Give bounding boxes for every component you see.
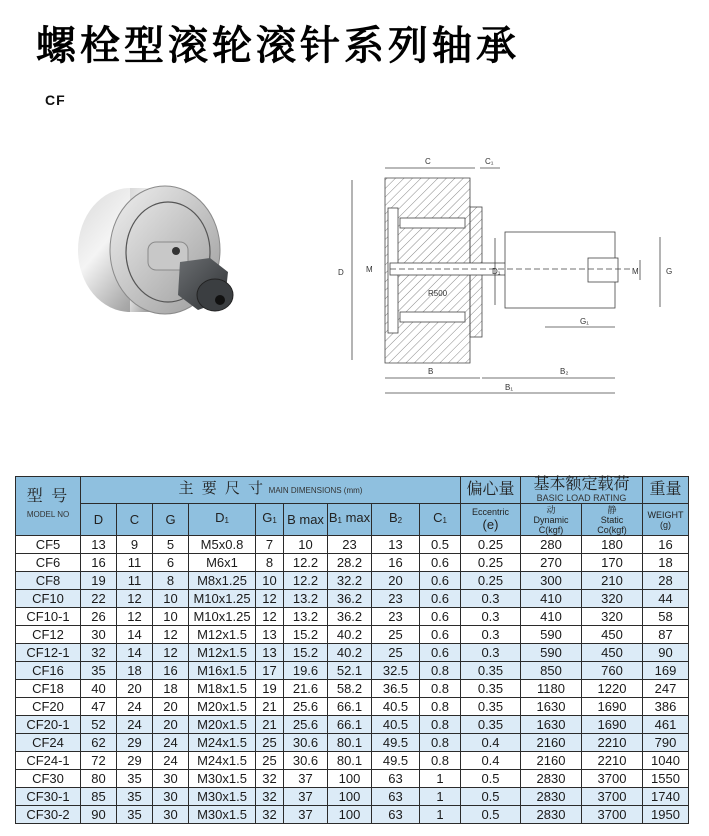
cell-bmax: 37 [284,806,328,824]
cell-b1max: 58.2 [328,680,372,698]
cell-dyn: 300 [521,572,582,590]
cell-g1: 10 [256,572,284,590]
cell-c1: 0.6 [420,626,461,644]
cell-d1: M24x1.5 [189,734,256,752]
main-dims-en: MAIN DIMENSIONS (mm) [268,486,363,495]
cell-d1: M30x1.5 [189,788,256,806]
cell-d: 62 [81,734,117,752]
cell-g: 30 [153,788,189,806]
cell-stat: 3700 [582,806,643,824]
cell-weight: 247 [643,680,689,698]
cell-dyn: 410 [521,608,582,626]
cell-bmax: 15.2 [284,626,328,644]
cell-stat: 3700 [582,788,643,806]
cell-e: 0.35 [461,698,521,716]
cell-c1: 0.8 [420,752,461,770]
cell-c: 18 [117,662,153,680]
cell-e: 0.25 [461,572,521,590]
cell-weight: 58 [643,608,689,626]
cell-bmax: 12.2 [284,554,328,572]
cell-g: 8 [153,572,189,590]
table-row [16,536,689,554]
cell-b1max: 100 [328,788,372,806]
cell-c1: 0.6 [420,554,461,572]
cell-b1max: 100 [328,770,372,788]
cell-stat: 2210 [582,734,643,752]
cell-g: 24 [153,752,189,770]
cell-bmax: 13.2 [284,590,328,608]
cell-dyn: 280 [521,536,582,554]
cell-bmax: 21.6 [284,680,328,698]
cell-dyn: 410 [521,590,582,608]
cell-weight: 28 [643,572,689,590]
cell-stat: 3700 [582,770,643,788]
cell-g1: 8 [256,554,284,572]
cell-model: CF12 [16,626,81,644]
cell-c: 35 [117,806,153,824]
cell-g1: 25 [256,752,284,770]
cell-weight: 461 [643,716,689,734]
cell-b1max: 100 [328,806,372,824]
cell-model: CF10 [16,590,81,608]
cell-e: 0.5 [461,770,521,788]
cell-e: 0.35 [461,662,521,680]
cell-b2: 16 [372,554,420,572]
cell-c1: 0.6 [420,608,461,626]
cell-c1: 0.8 [420,662,461,680]
cell-weight: 16 [643,536,689,554]
model-header-cn: 型 号 [26,488,70,505]
cell-d: 40 [81,680,117,698]
cell-b2: 25 [372,626,420,644]
cell-dyn: 590 [521,644,582,662]
table-row [16,770,689,788]
cell-dyn: 2830 [521,806,582,824]
cell-e: 0.5 [461,788,521,806]
cell-d: 72 [81,752,117,770]
cell-c: 12 [117,590,153,608]
col-D1: $D_1$ [189,504,256,536]
cell-dyn: 2830 [521,788,582,806]
cell-model: CF10-1 [16,608,81,626]
cell-g: 30 [153,806,189,824]
cell-c1: 0.8 [420,716,461,734]
cell-d: 90 [81,806,117,824]
cell-d: 26 [81,608,117,626]
cell-c: 24 [117,716,153,734]
col-Bmax: B max [284,504,328,536]
cell-d1: M18x1.5 [189,680,256,698]
cell-d1: M24x1.5 [189,752,256,770]
cell-b2: 32.5 [372,662,420,680]
cell-bmax: 10 [284,536,328,554]
cell-g1: 13 [256,626,284,644]
cell-c: 29 [117,734,153,752]
cell-stat: 180 [582,536,643,554]
cell-weight: 1550 [643,770,689,788]
cell-g1: 21 [256,716,284,734]
cell-d1: M30x1.5 [189,770,256,788]
cell-g1: 12 [256,608,284,626]
cell-g1: 32 [256,770,284,788]
table-row [16,698,689,716]
cell-weight: 1950 [643,806,689,824]
cell-e: 0.5 [461,806,521,824]
main-dimensions-header [81,477,461,504]
cell-b1max: 40.2 [328,626,372,644]
label-G: G [666,267,673,276]
col-C1: $C_1$ [420,504,461,536]
cell-bmax: 30.6 [284,752,328,770]
cell-b2: 63 [372,806,420,824]
cell-b2: 63 [372,788,420,806]
cell-stat: 320 [582,590,643,608]
cell-d: 32 [81,644,117,662]
cell-e: 0.25 [461,554,521,572]
cell-g: 5 [153,536,189,554]
cell-b1max: 36.2 [328,590,372,608]
cell-c: 12 [117,608,153,626]
cell-dyn: 850 [521,662,582,680]
cell-dyn: 270 [521,554,582,572]
cell-c: 14 [117,626,153,644]
cell-stat: 1220 [582,680,643,698]
cell-model: CF20 [16,698,81,716]
cell-stat: 450 [582,626,643,644]
cell-e: 0.35 [461,716,521,734]
cell-e: 0.35 [461,680,521,698]
cell-model: CF30 [16,770,81,788]
cell-model: CF24-1 [16,752,81,770]
ecc-sym: (e) [482,516,499,532]
cell-stat: 760 [582,662,643,680]
weight-en: WEIGHT [647,509,684,520]
cell-e: 0.4 [461,734,521,752]
label-R500: R500 [428,289,448,298]
cell-bmax: 25.6 [284,698,328,716]
cell-dyn: 590 [521,626,582,644]
cell-b2: 20 [372,572,420,590]
main-dims-cn: 主 要 尺 寸 [178,480,266,497]
cell-b2: 36.5 [372,680,420,698]
table-row [16,626,689,644]
table-row [16,788,689,806]
weight-cn: 重量 [649,481,682,498]
label-C: C [425,157,431,166]
cell-stat: 1690 [582,698,643,716]
table-row [16,608,689,626]
cell-stat: 450 [582,644,643,662]
cell-bmax: 37 [284,770,328,788]
cell-c1: 1 [420,770,461,788]
col-C: C [117,504,153,536]
cell-b2: 49.5 [372,752,420,770]
dyn-cn: 动 [546,504,556,515]
cell-d1: M16x1.5 [189,662,256,680]
cell-g1: 25 [256,734,284,752]
table-row [16,752,689,770]
cell-e: 0.3 [461,608,521,626]
cell-model: CF12-1 [16,644,81,662]
label-D1: D₁ [492,267,501,276]
cell-weight: 18 [643,554,689,572]
page-title: 螺栓型滚轮滚针系列轴承 [36,22,520,69]
col-D: D [81,504,117,536]
cell-d1: M6x1 [189,554,256,572]
cell-bmax: 12.2 [284,572,328,590]
label-D: D [338,268,344,277]
table-row [16,680,689,698]
cell-stat: 1690 [582,716,643,734]
cell-dyn: 1630 [521,716,582,734]
cell-weight: 1740 [643,788,689,806]
cell-stat: 170 [582,554,643,572]
cell-d: 85 [81,788,117,806]
cell-c1: 0.6 [420,644,461,662]
cell-d1: M20x1.5 [189,698,256,716]
cell-d: 47 [81,698,117,716]
cell-g: 10 [153,608,189,626]
cell-e: 0.25 [461,536,521,554]
table-row [16,806,689,824]
load-en: BASIC LOAD RATING [536,493,627,503]
cell-c1: 0.8 [420,680,461,698]
cell-model: CF30-1 [16,788,81,806]
cell-weight: 44 [643,590,689,608]
cell-model: CF20-1 [16,716,81,734]
cell-stat: 210 [582,572,643,590]
cell-d: 35 [81,662,117,680]
cell-g1: 13 [256,644,284,662]
label-M-left: M [366,265,373,274]
cell-g1: 32 [256,788,284,806]
cell-c: 29 [117,752,153,770]
cell-g: 30 [153,770,189,788]
label-B1: B₁ [505,383,514,392]
table-row [16,662,689,680]
cell-weight: 90 [643,644,689,662]
cell-g1: 21 [256,698,284,716]
cell-bmax: 30.6 [284,734,328,752]
cell-b2: 23 [372,608,420,626]
cell-g1: 32 [256,806,284,824]
stat-cn: 静 [607,504,617,515]
cell-c1: 1 [420,806,461,824]
cell-g: 20 [153,716,189,734]
cell-dyn: 1630 [521,698,582,716]
cell-b1max: 36.2 [328,608,372,626]
cell-g: 18 [153,680,189,698]
cell-bmax: 25.6 [284,716,328,734]
cell-bmax: 37 [284,788,328,806]
cell-c: 20 [117,680,153,698]
cell-stat: 2210 [582,752,643,770]
cell-b1max: 40.2 [328,644,372,662]
label-B: B [428,367,434,376]
cell-bmax: 15.2 [284,644,328,662]
cell-c: 35 [117,770,153,788]
cell-d: 16 [81,554,117,572]
cell-c: 14 [117,644,153,662]
col-B2: $B_2$ [372,504,420,536]
cell-d: 52 [81,716,117,734]
cell-d: 13 [81,536,117,554]
col-G1: $G_1$ [256,504,284,536]
series-code: CF [45,92,66,108]
cell-d: 22 [81,590,117,608]
cell-b2: 49.5 [372,734,420,752]
col-dynamic [521,504,582,536]
label-G1: G₁ [580,317,589,326]
col-eccentric [461,504,521,536]
cell-model: CF18 [16,680,81,698]
cell-d1: M20x1.5 [189,716,256,734]
label-B2: B₂ [560,367,569,376]
cell-b1max: 23 [328,536,372,554]
cell-g: 24 [153,734,189,752]
cell-d1: M10x1.25 [189,608,256,626]
table-row [16,572,689,590]
cell-b1max: 66.1 [328,716,372,734]
dyn-unit: C(kgf) [538,524,564,535]
cell-weight: 87 [643,626,689,644]
weight-header-cn [643,477,689,504]
table-row [16,716,689,734]
col-G: G [153,504,189,536]
cell-dyn: 2160 [521,752,582,770]
cell-b1max: 66.1 [328,698,372,716]
cell-bmax: 13.2 [284,608,328,626]
dyn-en: Dynamic [533,514,569,525]
cell-dyn: 1180 [521,680,582,698]
cell-g1: 12 [256,590,284,608]
cell-c1: 0.6 [420,590,461,608]
cell-c: 24 [117,698,153,716]
cell-g1: 17 [256,662,284,680]
model-header [16,477,81,536]
cell-dyn: 2830 [521,770,582,788]
cell-e: 0.3 [461,644,521,662]
cell-c: 11 [117,554,153,572]
cell-g: 6 [153,554,189,572]
cell-b1max: 80.1 [328,752,372,770]
cell-d1: M10x1.25 [189,590,256,608]
cell-weight: 1040 [643,752,689,770]
col-static [582,504,643,536]
cell-c: 9 [117,536,153,554]
cell-b1max: 28.2 [328,554,372,572]
table-row [16,644,689,662]
spec-table-body [16,536,689,824]
cell-g: 20 [153,698,189,716]
cell-g: 12 [153,626,189,644]
cell-e: 0.3 [461,590,521,608]
col-weight [643,504,689,536]
load-cn: 基本额定载荷 [533,476,630,493]
ecc-en: Eccentric [471,506,509,517]
table-row [16,590,689,608]
cell-model: CF30-2 [16,806,81,824]
cell-model: CF8 [16,572,81,590]
cell-model: CF5 [16,536,81,554]
cell-d1: M12x1.5 [189,626,256,644]
cell-model: CF16 [16,662,81,680]
cell-g: 16 [153,662,189,680]
label-C1: C₁ [485,157,494,166]
stat-unit: Co(kgf) [597,524,627,535]
cell-c: 11 [117,572,153,590]
load-rating-header [521,477,643,504]
weight-unit: (g) [660,519,671,530]
cell-d1: M12x1.5 [189,644,256,662]
cross-section-drawing [330,150,700,395]
cell-b2: 63 [372,770,420,788]
cell-model: CF24 [16,734,81,752]
cell-d: 30 [81,626,117,644]
cell-g: 10 [153,590,189,608]
cell-weight: 790 [643,734,689,752]
stat-en: Static [600,514,624,525]
cell-d: 19 [81,572,117,590]
cell-c1: 1 [420,788,461,806]
cell-weight: 386 [643,698,689,716]
table-row [16,554,689,572]
cell-stat: 320 [582,608,643,626]
cell-b2: 40.5 [372,716,420,734]
cell-b2: 40.5 [372,698,420,716]
cell-b2: 23 [372,590,420,608]
cell-d1: M8x1.25 [189,572,256,590]
bearing-photo [60,150,270,360]
eccentric-header-cn [461,477,521,504]
cell-bmax: 19.6 [284,662,328,680]
spec-table [15,476,689,824]
label-M-right: M [632,267,639,276]
cell-g: 12 [153,644,189,662]
cell-b1max: 80.1 [328,734,372,752]
cell-b2: 13 [372,536,420,554]
cell-d: 80 [81,770,117,788]
cell-g1: 19 [256,680,284,698]
cell-weight: 169 [643,662,689,680]
cell-b1max: 32.2 [328,572,372,590]
cell-dyn: 2160 [521,734,582,752]
cell-c1: 0.8 [420,734,461,752]
cell-g1: 7 [256,536,284,554]
table-row [16,734,689,752]
cell-e: 0.4 [461,752,521,770]
cell-model: CF6 [16,554,81,572]
model-header-en: MODEL NO [26,510,70,519]
cell-c1: 0.5 [420,536,461,554]
cell-d1: M30x1.5 [189,806,256,824]
cell-b1max: 52.1 [328,662,372,680]
ecc-cn: 偏心量 [466,481,515,498]
col-B1max: $B_1$ max [328,504,372,536]
cell-e: 0.3 [461,626,521,644]
cell-c: 35 [117,788,153,806]
cell-c1: 0.6 [420,572,461,590]
cell-d1: M5x0.8 [189,536,256,554]
cell-b2: 25 [372,644,420,662]
cell-c1: 0.8 [420,698,461,716]
